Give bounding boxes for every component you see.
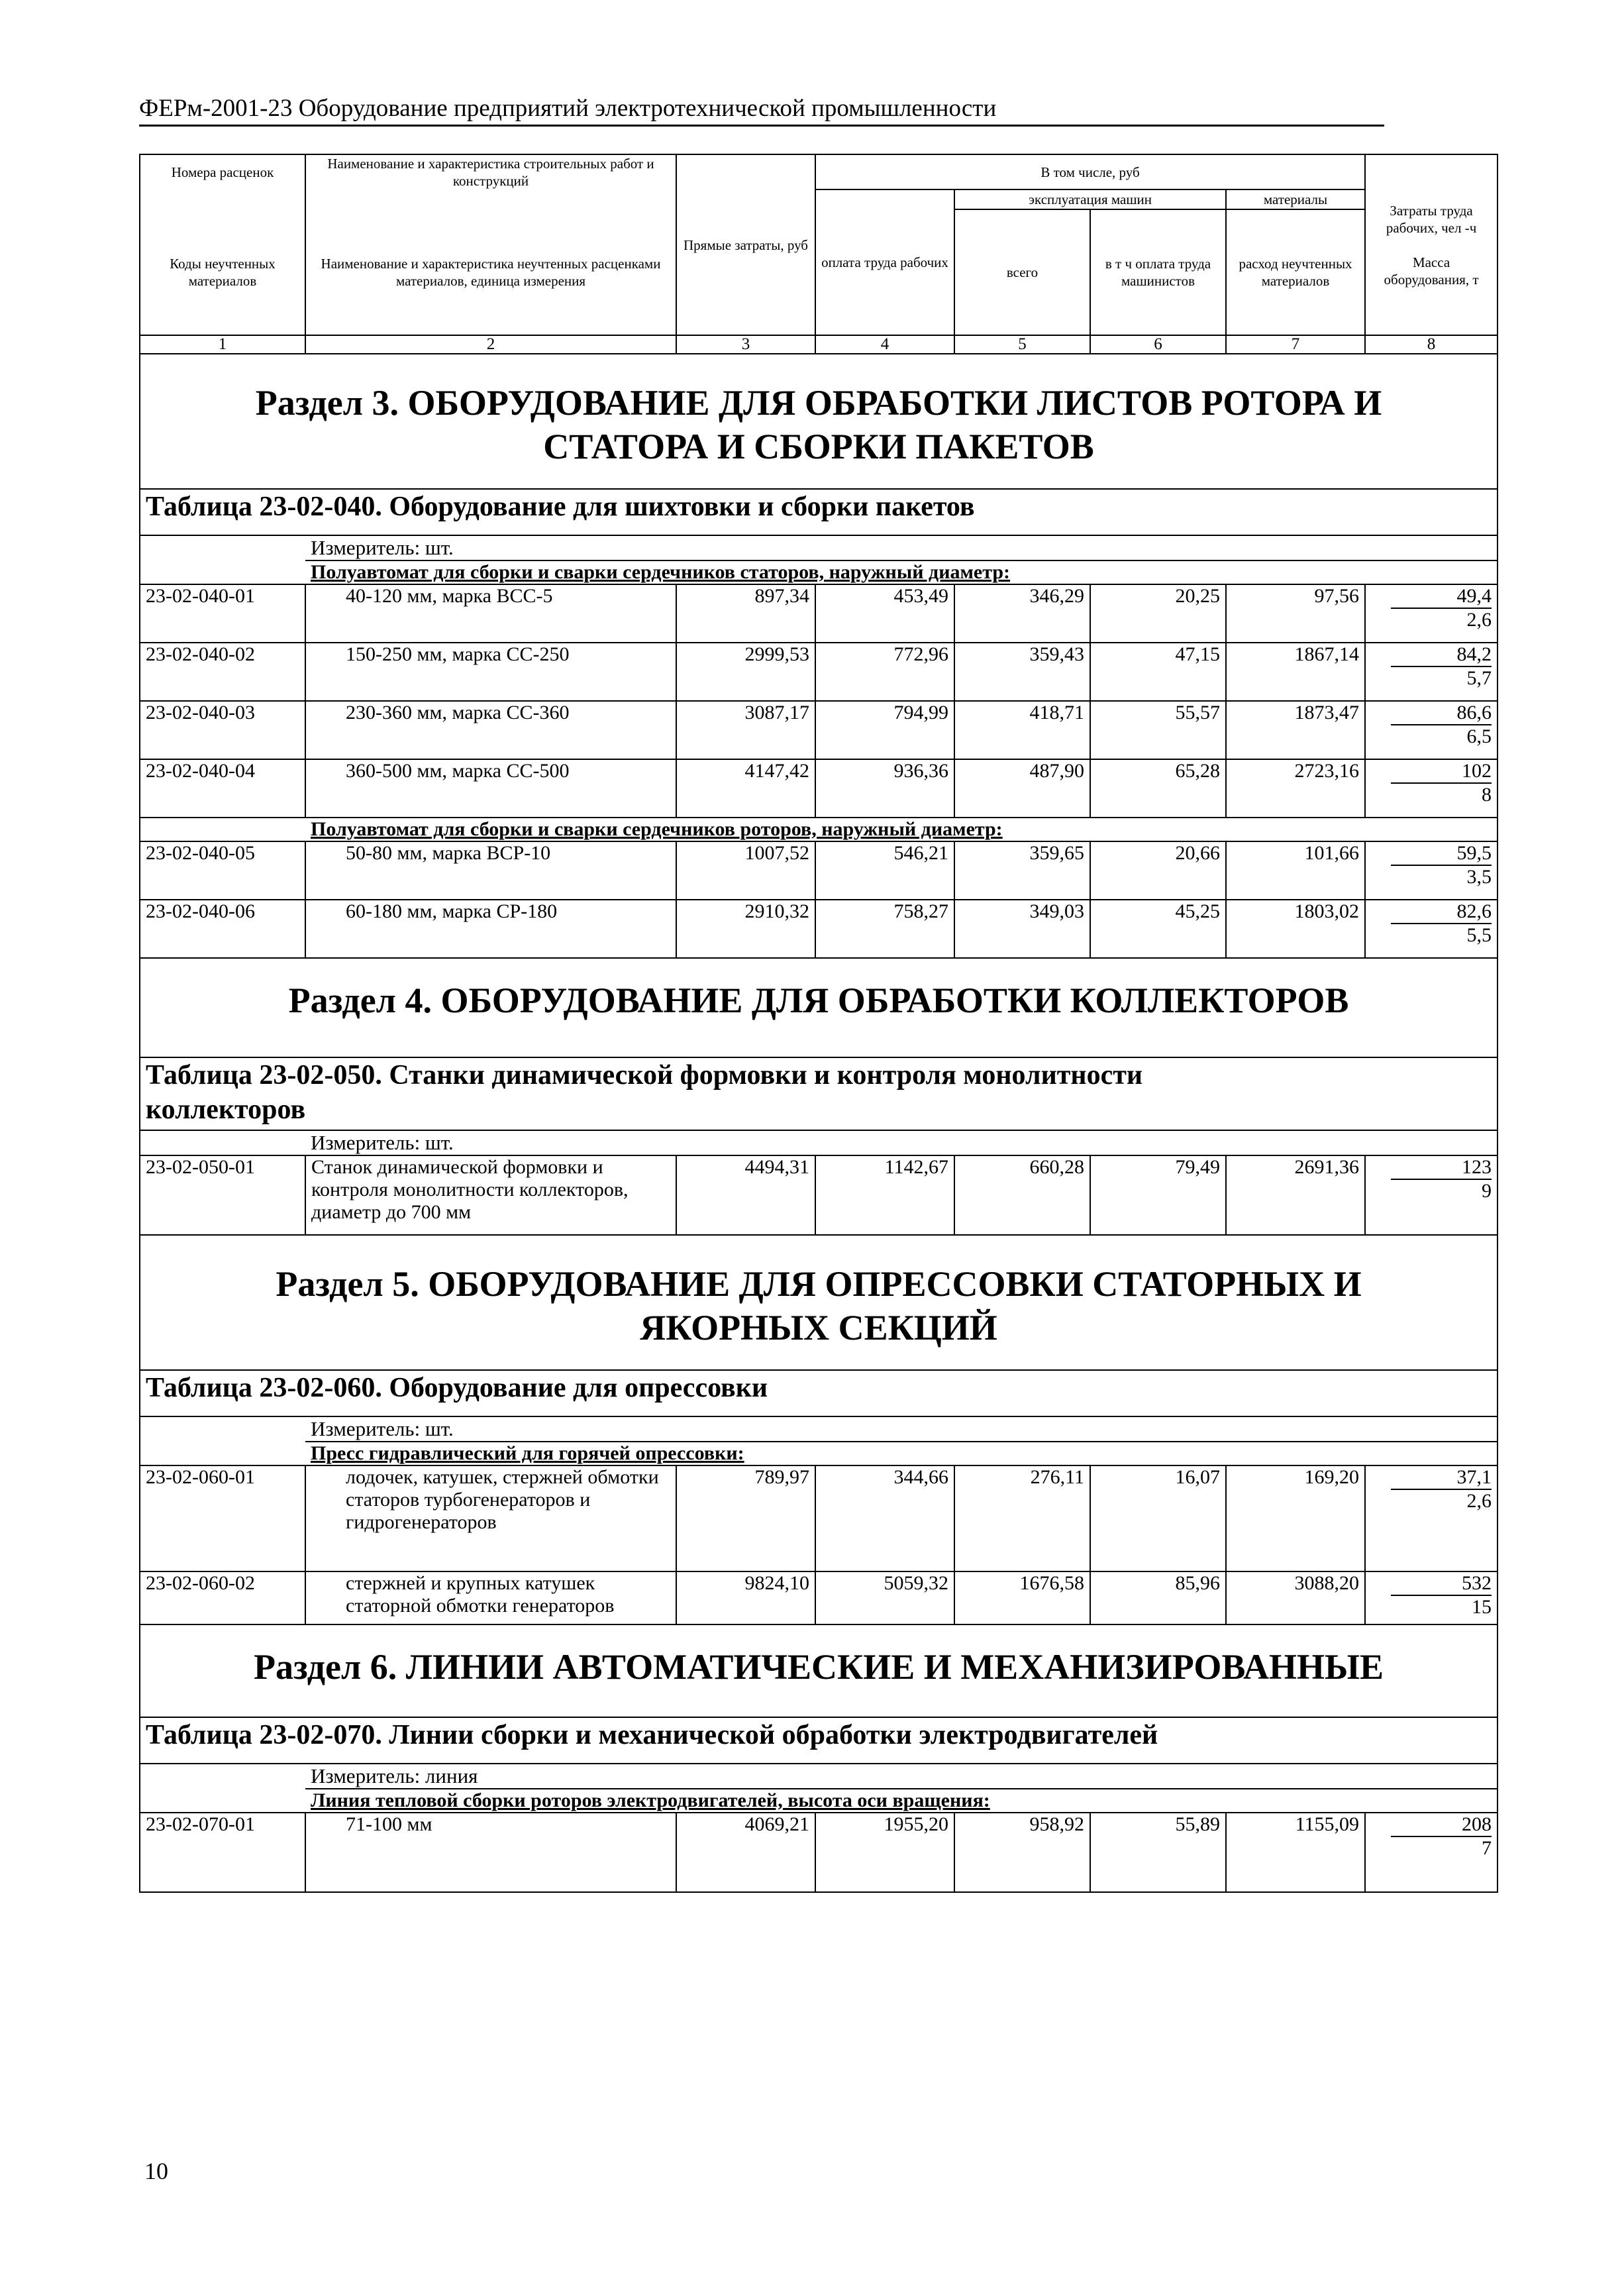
row-mat: 1155,09 bbox=[1226, 1813, 1365, 1892]
row-name: 230-360 мм, марка СС-360 bbox=[305, 701, 676, 759]
table-row bbox=[140, 154, 1497, 189]
row-hours-mass bbox=[1365, 584, 1497, 643]
row-mlabor: 45,25 bbox=[1090, 900, 1226, 958]
row-direct: 1007,52 bbox=[676, 841, 815, 900]
row-mlabor: 65,28 bbox=[1090, 759, 1226, 818]
table-row bbox=[140, 1571, 1497, 1624]
col-header-materials-name: Наименование и характеристика неучтенных расценками материалов, единица измерения bbox=[305, 209, 676, 335]
group-title: Пресс гидравлический для горячей опрессовки: bbox=[305, 1442, 1497, 1465]
table-row bbox=[140, 759, 1497, 818]
row-labor: 5059,32 bbox=[815, 1571, 954, 1624]
row-mach: 487,90 bbox=[954, 759, 1090, 818]
col-number: 5 bbox=[954, 335, 1090, 354]
table-title: Таблица 23-02-050. Станки динамической формовки и контроля монолитности коллекторов bbox=[140, 1057, 1497, 1130]
row-name: лодочек, катушек, стержней обмотки статоров турбогенераторов и гидрогенераторов bbox=[305, 1465, 676, 1571]
row-name: 50-80 мм, марка ВСР-10 bbox=[305, 841, 676, 900]
col-number: 7 bbox=[1226, 335, 1365, 354]
section-title: Раздел 6. ЛИНИИ АВТОМАТИЧЕСКИЕ И МЕХАНИЗИРОВАННЫЕ bbox=[140, 1624, 1497, 1717]
row-mlabor: 47,15 bbox=[1090, 643, 1226, 701]
col-header-codes: Коды неучтенных материалов bbox=[140, 209, 305, 335]
row-code: 23-02-060-02 bbox=[140, 1571, 305, 1624]
row-mat: 1803,02 bbox=[1226, 900, 1365, 958]
col-header-incl: В том числе, руб bbox=[815, 154, 1365, 189]
row-hours: 82,6 bbox=[1391, 900, 1492, 924]
row-code: 23-02-040-06 bbox=[140, 900, 305, 958]
section-title: Раздел 4. ОБОРУДОВАНИЕ ДЛЯ ОБРАБОТКИ КОЛЛЕКТОРОВ bbox=[140, 958, 1497, 1057]
page-number: 10 bbox=[144, 2158, 168, 2184]
row-mat: 169,20 bbox=[1226, 1465, 1365, 1571]
row-labor: 936,36 bbox=[815, 759, 954, 818]
table-row bbox=[140, 1416, 1497, 1442]
row-mass: 2,6 bbox=[1466, 609, 1492, 631]
row-mat: 97,56 bbox=[1226, 584, 1365, 643]
col-number: 1 bbox=[140, 335, 305, 354]
row-mat: 101,66 bbox=[1226, 841, 1365, 900]
row-mach: 660,28 bbox=[954, 1155, 1090, 1235]
row-direct: 4069,21 bbox=[676, 1813, 815, 1892]
row-mach: 359,43 bbox=[954, 643, 1090, 701]
table-row bbox=[140, 1624, 1497, 1717]
row-direct: 789,97 bbox=[676, 1465, 815, 1571]
table-row bbox=[140, 354, 1497, 489]
col-header-materials: материалы bbox=[1226, 189, 1365, 209]
col-header-mach-total: всего bbox=[954, 209, 1090, 335]
row-mat: 3088,20 bbox=[1226, 1571, 1365, 1624]
row-mat: 2723,16 bbox=[1226, 759, 1365, 818]
row-hours: 59,5 bbox=[1391, 842, 1492, 866]
row-mach: 1676,58 bbox=[954, 1571, 1090, 1624]
row-labor: 794,99 bbox=[815, 701, 954, 759]
col-number: 4 bbox=[815, 335, 954, 354]
table-row bbox=[140, 189, 1497, 209]
row-hours: 84,2 bbox=[1391, 643, 1492, 667]
row-hours-mass bbox=[1365, 1571, 1497, 1624]
row-mass: 8 bbox=[1482, 784, 1492, 806]
row-labor: 772,96 bbox=[815, 643, 954, 701]
row-hours: 123 bbox=[1391, 1156, 1492, 1180]
row-hours-mass bbox=[1365, 1465, 1497, 1571]
col-header-mass-label: Масса оборудования, т bbox=[1384, 254, 1479, 288]
row-mlabor: 55,57 bbox=[1090, 701, 1226, 759]
row-mass: 7 bbox=[1482, 1837, 1492, 1859]
section-title: Раздел 5. ОБОРУДОВАНИЕ ДЛЯ ОПРЕССОВКИ СТАТОРНЫХ И ЯКОРНЫХ СЕКЦИЙ bbox=[140, 1235, 1497, 1370]
col-header-mat-use: расход неучтенных материалов bbox=[1226, 209, 1365, 335]
row-mat: 1873,47 bbox=[1226, 701, 1365, 759]
col-header-name: Наименование и характеристика строительных работ и конструкций bbox=[305, 154, 676, 189]
row-hours: 102 bbox=[1391, 760, 1492, 784]
row-code: 23-02-060-01 bbox=[140, 1465, 305, 1571]
row-mach: 359,65 bbox=[954, 841, 1090, 900]
section-title: Раздел 3. ОБОРУДОВАНИЕ ДЛЯ ОБРАБОТКИ ЛИСТОВ РОТОРА И СТАТОРА И СБОРКИ ПАКЕТОВ bbox=[140, 354, 1497, 489]
table-title: Таблица 23-02-060. Оборудование для опрессовки bbox=[140, 1370, 1497, 1416]
row-hours-mass bbox=[1365, 1155, 1497, 1235]
row-mass: 2,6 bbox=[1466, 1490, 1492, 1512]
table-row bbox=[140, 584, 1497, 643]
row-hours-mass bbox=[1365, 1813, 1497, 1892]
col-header-number: Номера расценок bbox=[140, 154, 305, 189]
row-hours: 208 bbox=[1391, 1813, 1492, 1837]
col-header-direct: Прямые затраты, руб bbox=[676, 154, 815, 335]
table-row bbox=[140, 958, 1497, 1057]
col-number: 8 bbox=[1365, 335, 1497, 354]
row-mat: 1867,14 bbox=[1226, 643, 1365, 701]
document-header: ФЕРм-2001-23 Оборудование предприятий электротехнической промышленности bbox=[139, 94, 1384, 127]
row-code: 23-02-040-03 bbox=[140, 701, 305, 759]
row-mass: 9 bbox=[1482, 1180, 1492, 1202]
group-title: Линия тепловой сборки роторов электродвигателей, высота оси вращения: bbox=[305, 1789, 1497, 1813]
table-row bbox=[140, 1465, 1497, 1571]
row-hours: 49,4 bbox=[1391, 585, 1492, 609]
row-hours-mass bbox=[1365, 900, 1497, 958]
row-mlabor: 79,49 bbox=[1090, 1155, 1226, 1235]
row-mass: 15 bbox=[1472, 1596, 1492, 1618]
row-direct: 2999,53 bbox=[676, 643, 815, 701]
row-hours: 86,6 bbox=[1391, 702, 1492, 725]
table-row bbox=[140, 1057, 1497, 1130]
row-hours-mass bbox=[1365, 759, 1497, 818]
row-direct: 2910,32 bbox=[676, 900, 815, 958]
row-code: 23-02-040-01 bbox=[140, 584, 305, 643]
row-direct: 9824,10 bbox=[676, 1571, 815, 1624]
group-title: Полуавтомат для сборки и сварки сердечников роторов, наружный диаметр: bbox=[305, 818, 1497, 841]
row-mlabor: 85,96 bbox=[1090, 1571, 1226, 1624]
table-row bbox=[140, 701, 1497, 759]
row-mlabor: 16,07 bbox=[1090, 1465, 1226, 1571]
col-header-mach-labor: в т ч оплата труда машинистов bbox=[1090, 209, 1226, 335]
table-row bbox=[140, 1235, 1497, 1370]
measure-unit: Измеритель: шт. bbox=[305, 1130, 1497, 1155]
row-code: 23-02-040-02 bbox=[140, 643, 305, 701]
row-name: 71-100 мм bbox=[305, 1813, 676, 1892]
row-labor: 758,27 bbox=[815, 900, 954, 958]
row-code: 23-02-050-01 bbox=[140, 1155, 305, 1235]
table-row bbox=[140, 818, 1497, 841]
table-row bbox=[140, 1764, 1497, 1789]
row-direct: 4147,42 bbox=[676, 759, 815, 818]
table-row bbox=[140, 535, 1497, 560]
table-row bbox=[140, 841, 1497, 900]
row-name: 150-250 мм, марка СС-250 bbox=[305, 643, 676, 701]
row-mass: 5,7 bbox=[1466, 667, 1492, 689]
row-direct: 897,34 bbox=[676, 584, 815, 643]
row-name: 40-120 мм, марка ВСС-5 bbox=[305, 584, 676, 643]
row-mass: 6,5 bbox=[1466, 725, 1492, 747]
measure-unit: Измеритель: шт. bbox=[305, 1416, 1497, 1442]
row-mach: 349,03 bbox=[954, 900, 1090, 958]
table-row bbox=[140, 1370, 1497, 1416]
row-direct: 3087,17 bbox=[676, 701, 815, 759]
row-mach: 958,92 bbox=[954, 1813, 1090, 1892]
table-row bbox=[140, 1789, 1497, 1813]
table-row bbox=[140, 489, 1497, 535]
row-labor: 344,66 bbox=[815, 1465, 954, 1571]
row-mach: 346,29 bbox=[954, 584, 1090, 643]
row-mass: 5,5 bbox=[1466, 924, 1492, 946]
row-mach: 276,11 bbox=[954, 1465, 1090, 1571]
table-row bbox=[140, 643, 1497, 701]
measure-unit: Измеритель: шт. bbox=[305, 535, 1497, 560]
col-header-hours-label: Затраты труда рабочих, чел -ч bbox=[1386, 202, 1477, 236]
col-header-hours bbox=[1365, 154, 1497, 335]
row-code: 23-02-070-01 bbox=[140, 1813, 305, 1892]
row-mach: 418,71 bbox=[954, 701, 1090, 759]
row-hours-mass bbox=[1365, 643, 1497, 701]
table-row bbox=[140, 1442, 1497, 1465]
row-labor: 1142,67 bbox=[815, 1155, 954, 1235]
col-number: 2 bbox=[305, 335, 676, 354]
table-row bbox=[140, 335, 1497, 354]
row-mlabor: 20,25 bbox=[1090, 584, 1226, 643]
row-name: 60-180 мм, марка СР-180 bbox=[305, 900, 676, 958]
row-hours-mass bbox=[1365, 701, 1497, 759]
row-hours-mass bbox=[1365, 841, 1497, 900]
row-code: 23-02-040-05 bbox=[140, 841, 305, 900]
group-title: Полуавтомат для сборки и сварки сердечников статоров, наружный диаметр: bbox=[305, 560, 1497, 584]
table-title: Таблица 23-02-040. Оборудование для шихтовки и сборки пакетов bbox=[140, 489, 1497, 535]
table-title: Таблица 23-02-070. Линии сборки и механической обработки электродвигателей bbox=[140, 1717, 1497, 1764]
col-header-machines: эксплуатация машин bbox=[954, 189, 1226, 209]
table-row bbox=[140, 560, 1497, 584]
row-mlabor: 55,89 bbox=[1090, 1813, 1226, 1892]
row-code: 23-02-040-04 bbox=[140, 759, 305, 818]
table-row bbox=[140, 1813, 1497, 1892]
table-row bbox=[140, 900, 1497, 958]
col-header-labor: оплата труда рабочих bbox=[815, 189, 954, 335]
row-labor: 453,49 bbox=[815, 584, 954, 643]
col-number: 3 bbox=[676, 335, 815, 354]
row-mlabor: 20,66 bbox=[1090, 841, 1226, 900]
table-row bbox=[140, 1717, 1497, 1764]
row-hours: 37,1 bbox=[1391, 1466, 1492, 1490]
col-number: 6 bbox=[1090, 335, 1226, 354]
table-row bbox=[140, 1130, 1497, 1155]
measure-unit: Измеритель: линия bbox=[305, 1764, 1497, 1789]
row-mass: 3,5 bbox=[1466, 866, 1492, 888]
row-name: 360-500 мм, марка СС-500 bbox=[305, 759, 676, 818]
row-name: Станок динамической формовки и контроля монолитности коллекторов, диаметр до 700 мм bbox=[305, 1155, 676, 1235]
row-mat: 2691,36 bbox=[1226, 1155, 1365, 1235]
table-row bbox=[140, 1155, 1497, 1235]
row-hours: 532 bbox=[1391, 1572, 1492, 1596]
row-labor: 1955,20 bbox=[815, 1813, 954, 1892]
price-table bbox=[139, 154, 1498, 1893]
row-direct: 4494,31 bbox=[676, 1155, 815, 1235]
row-labor: 546,21 bbox=[815, 841, 954, 900]
row-name: стержней и крупных катушек статорной обмотки генераторов bbox=[305, 1571, 676, 1624]
